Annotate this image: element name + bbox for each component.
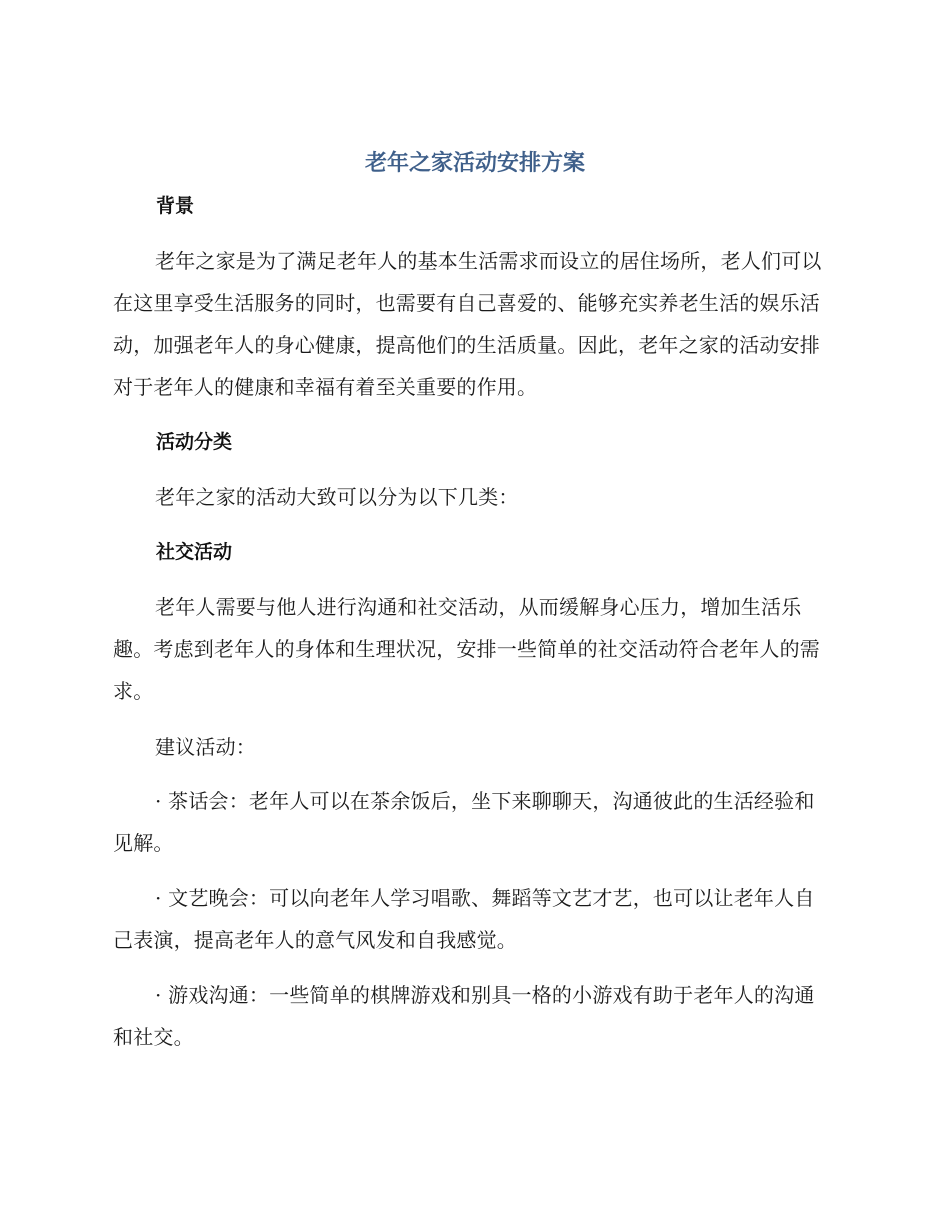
list-item: · 文艺晚会：可以向老年人学习唱歌、舞蹈等文艺才艺，也可以让老年人自己表演，提高老年人的意气风发和自我感觉。 (113, 886, 815, 952)
list-item: · 茶话会：老年人可以在茶余饭后，坐下来聊聊天，沟通彼此的生活经验和见解。 (113, 789, 815, 855)
list-item: · 游戏沟通：一些简单的棋牌游戏和别具一格的小游戏有助于老年人的沟通和社交。 (113, 983, 815, 1049)
heading-categories: 活动分类 (156, 431, 233, 453)
paragraph-background: 老年之家是为了满足老年人的基本生活需求而设立的居住场所，老人们可以在这里享受生活服务的同时，也需要有自己喜爱的、能够充实养老生活的娱乐活动，加强老年人的身心健康，提高他们的生活质量。因此，老年之家的活动安排对于老年人的健康和幸福有着至关重要的作用。 (113, 249, 822, 399)
suggestions-label: 建议活动： (155, 735, 256, 759)
paragraph-categories: 老年之家的活动大致可以分为以下几类： (155, 485, 519, 509)
heading-social: 社交活动 (156, 541, 233, 563)
document-title: 老年之家活动安排方案 (364, 151, 585, 176)
paragraph-social: 老年人需要与他人进行沟通和社交活动，从而缓解身心压力，增加生活乐趣。考虑到老年人的身体和生理状况，安排一些简单的社交活动符合老年人的需求。 (113, 595, 820, 703)
heading-background: 背景 (156, 195, 195, 217)
